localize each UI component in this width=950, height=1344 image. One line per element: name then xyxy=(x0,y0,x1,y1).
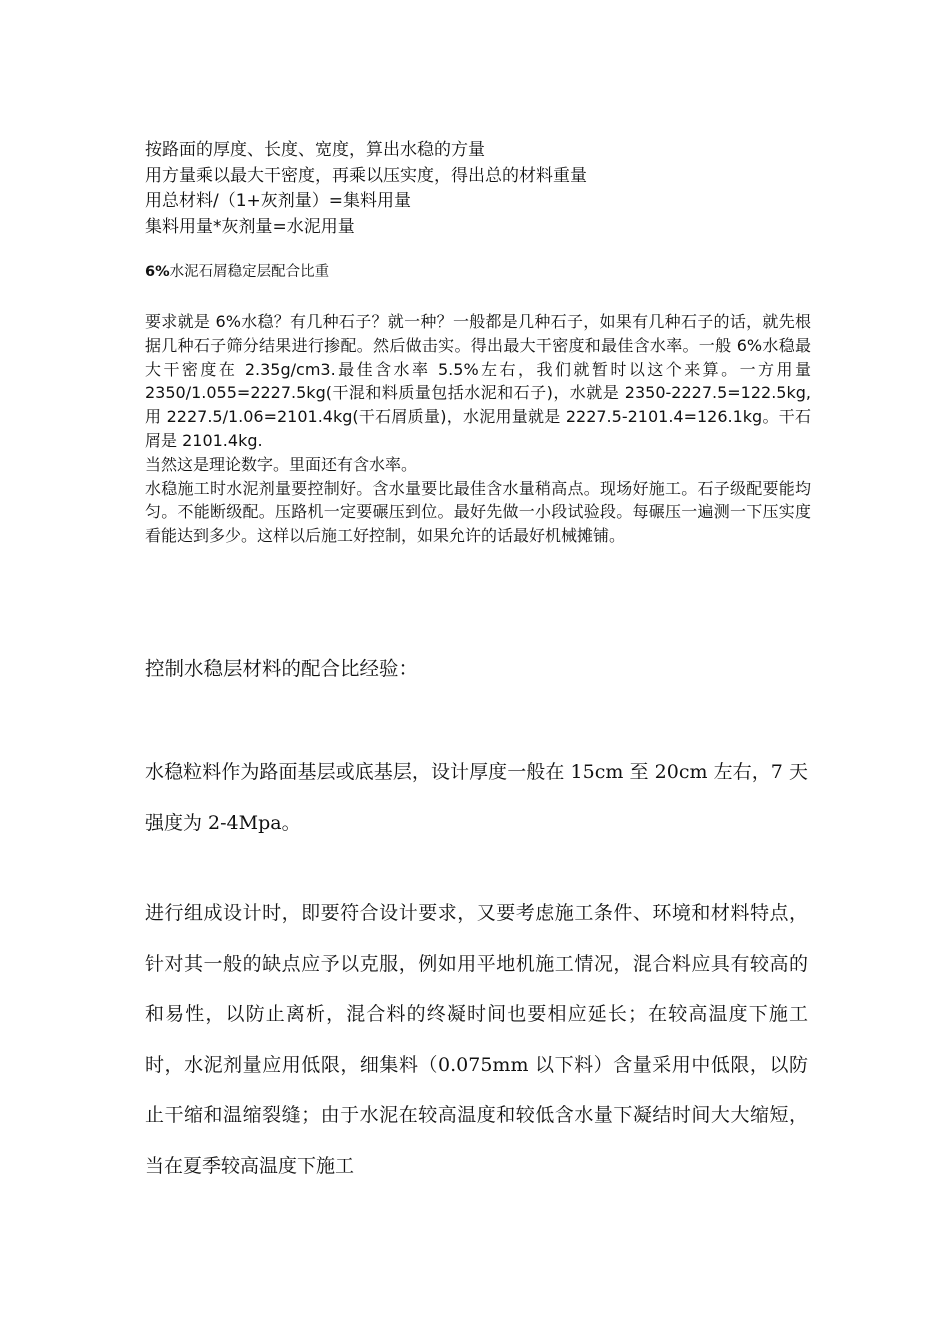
answer-paragraph-2: 当然这是理论数字。里面还有含水率。 xyxy=(145,454,418,474)
step-line-1: 按路面的厚度、长度、宽度，算出水稳的方量 xyxy=(145,140,485,160)
calculation-steps xyxy=(145,138,825,240)
mix-ratio-heading-percent: 6% xyxy=(145,264,170,280)
answer-paragraph-1: 要求就是 6%水稳？有几种石子？就一种？一般都是几种石子，如果有几种石子的话，就先根据几种石子筛分结果进行掺配。然后做击实。得出最大干密度和最佳含水率。一般 6%水稳最大干密度在 2.35g/cm3.最佳含水率 5.5%左右，我们就暂时以这个来算。一方用量 2350/1.055=2227.5kg(干混和料质量包括水泥和石子)，水就是 2350-2227.5=122.5kg,用 2227.5/1.06=2101.4kg(干石屑质量)，水泥用量就是 2227.5-2101.4=126.1kg。干石屑是 2101.4kg. xyxy=(145,312,811,450)
step-line-3: 用总材料/（1+灰剂量）=集料用量 xyxy=(145,191,412,211)
design-paragraph: 进行组成设计时，即要符合设计要求，又要考虑施工条件、环境和材料特点，针对其一般的缺点应予以克服，例如用平地机施工情况，混合料应具有较高的和易性，以防止离析，混合料的终凝时间也要相应延长；在较高温度下施工时，水泥剂量应用低限，细集料（0.075mm 以下料）含量采用中低限，以防止干缩和温缩裂缝；由于水泥在较高温度和较低含水量下凝结时间大大缩短，当在夏季较高温度下施工 xyxy=(145,902,808,1177)
step-line-2: 用方量乘以最大干密度，再乘以压实度，得出总的材料重量 xyxy=(145,165,587,186)
answer-block xyxy=(145,310,811,548)
experience-heading: 控制水稳层材料的配合比经验： xyxy=(145,657,419,680)
mix-ratio-heading-text: 水泥石屑稳定层配合比重 xyxy=(169,264,330,280)
answer-paragraph-3: 水稳施工时水泥剂量要控制好。含水量要比最佳含水量稍高点。现场好施工。石子级配要能均匀。不能断级配。压路机一定要碾压到位。最好先做一小段试验段。每碾压一遍测一下压实度看能达到多少。这样以后施工好控制，如果允许的话最好机械摊铺。 xyxy=(145,478,811,546)
mix-ratio-heading xyxy=(145,261,329,283)
step-line-4: 集料用量*灰剂量=水泥用量 xyxy=(145,216,355,237)
thickness-paragraph: 水稳粒料作为路面基层或底基层，设计厚度一般在 15cm 至 20cm 左右，7 天强度为 2-4Mpa。 xyxy=(145,761,808,834)
